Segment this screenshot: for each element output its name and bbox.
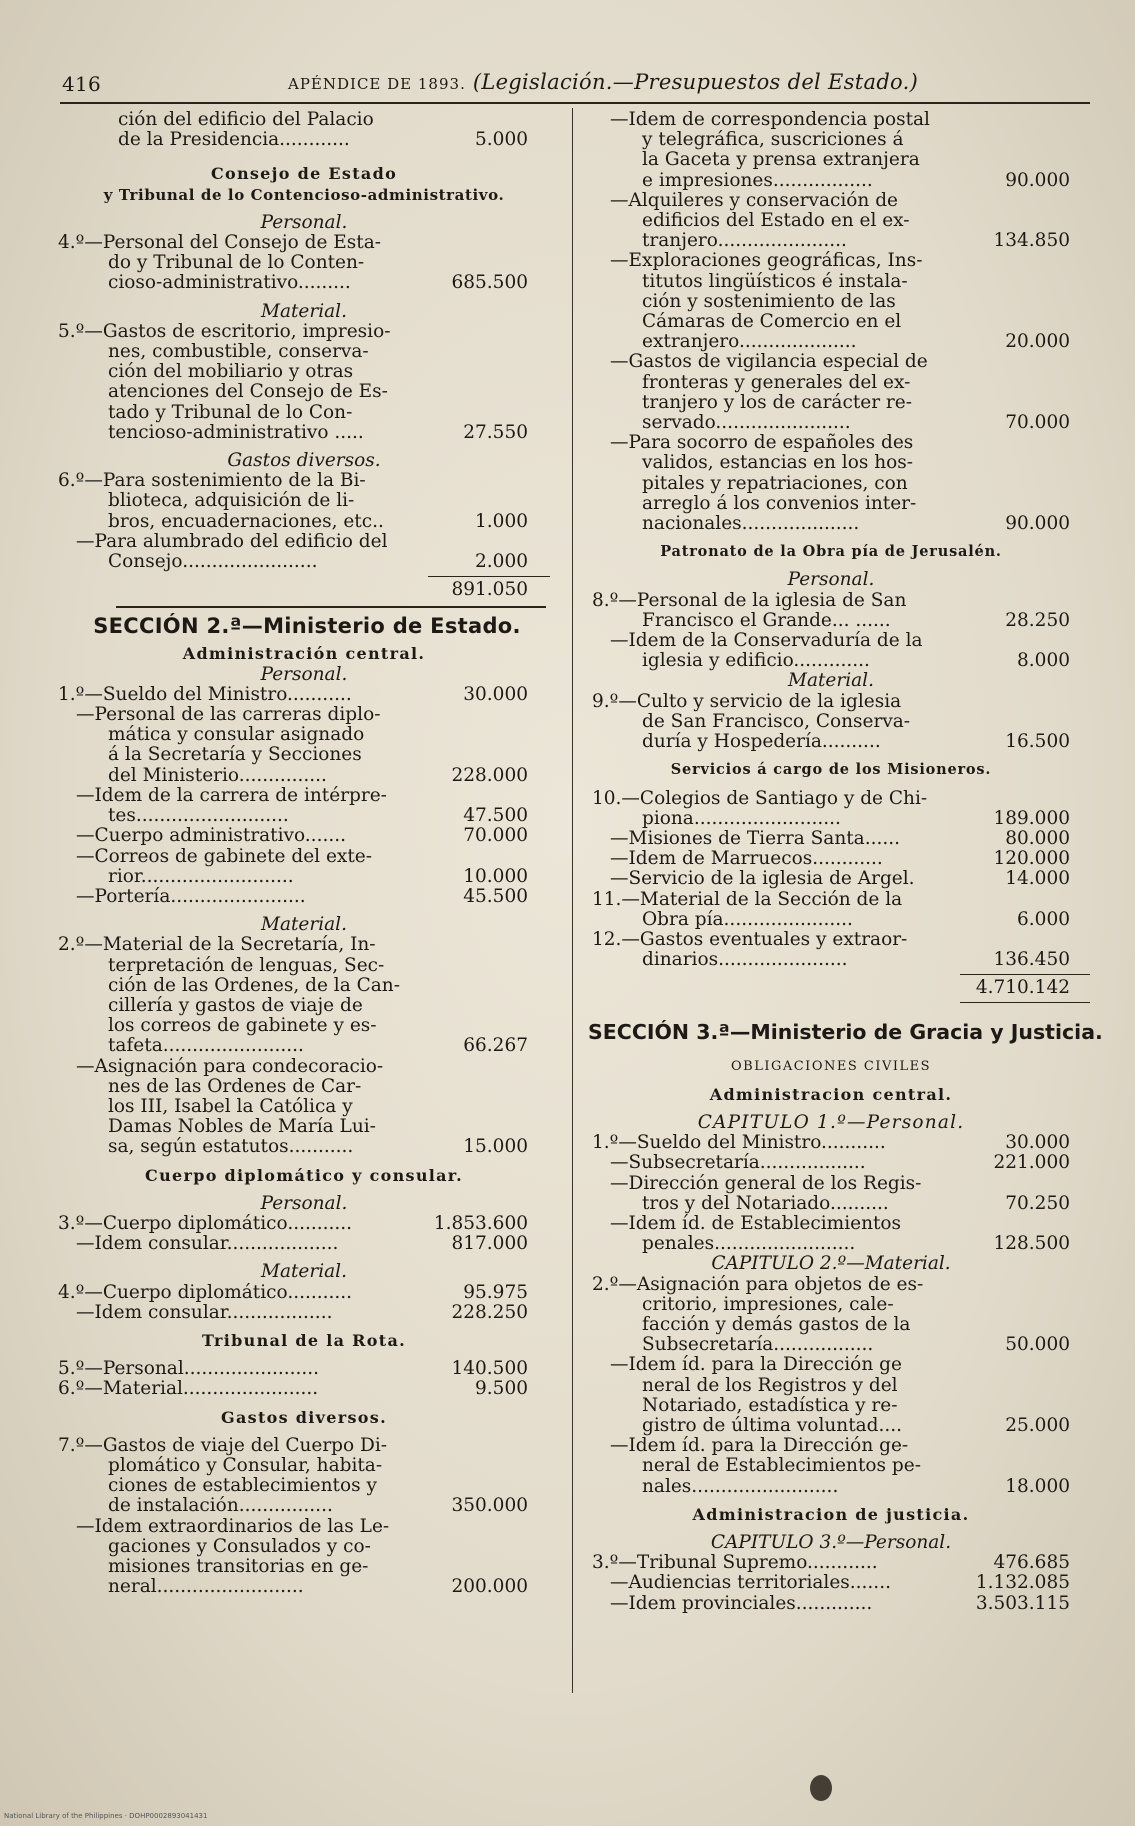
section-heading: Administración central. xyxy=(182,644,426,664)
entry-line: duría y Hospedería.......... 16.500 xyxy=(642,731,1070,753)
entry-line: ción de las Ordenes, de la Can- xyxy=(108,974,400,996)
entry-line: bros, encuadernaciones, etc.. 1.000 xyxy=(108,510,528,532)
section-heading: Consejo de Estado xyxy=(210,164,398,184)
entry-line: misiones transitorias en ge- xyxy=(108,1556,369,1577)
amount: 8.000 xyxy=(1017,650,1070,672)
entry-line: de San Francisco, Conserva- xyxy=(642,710,911,732)
entry-line: Consejo....................... 2.000 xyxy=(108,551,528,573)
section-heading: y Tribunal de lo Contencioso-administrativo. xyxy=(103,185,505,204)
amount: 685.500 xyxy=(451,272,528,294)
entry-line: neral......................... 200.000 xyxy=(108,1576,528,1598)
entry-line: 6.º—Para sostenimiento de la Bi- xyxy=(58,470,366,492)
section-heading: Administracion de justicia. xyxy=(692,1504,970,1524)
entry-line: nacionales.................... 90.000 xyxy=(642,513,1070,535)
entry-line: edificios del Estado en el ex- xyxy=(642,210,910,232)
amount: 476.685 xyxy=(993,1552,1070,1574)
section-heading: OBLIGACIONES CIVILES xyxy=(730,1058,932,1074)
entry-line: critorio, impresiones, cale- xyxy=(642,1293,894,1315)
entry-line: gaciones y Consulados y co- xyxy=(108,1535,371,1557)
header-rule xyxy=(60,102,1090,104)
entry-line: —Alquileres y conservación de xyxy=(610,189,898,211)
column-divider xyxy=(572,108,573,1693)
amount: 1.853.600 xyxy=(433,1212,528,1234)
subtotal-amount: 891.050 xyxy=(451,579,528,601)
page-number: 416 xyxy=(62,72,102,96)
chapter-heading: CAPITULO 3.º—Personal. xyxy=(710,1532,952,1553)
entry-line: piona......................... 189.000 xyxy=(642,807,1070,829)
entry-line: do y Tribunal de lo Conten- xyxy=(108,252,365,274)
entry-line: á la Secretaría y Secciones xyxy=(108,744,362,766)
entry-line: —Idem íd. para la Dirección ge- xyxy=(610,1435,909,1457)
subheading: Material. xyxy=(261,1261,347,1283)
entry-line: —Correos de gabinete del exte- xyxy=(76,845,372,867)
amount: 25.000 xyxy=(1005,1414,1070,1436)
subtotal xyxy=(592,970,1070,998)
amount: 200.000 xyxy=(451,1576,528,1598)
section-heading: Gastos diversos. xyxy=(221,1407,387,1427)
entry-line: iglesia y edificio............. 8.000 xyxy=(642,650,1070,672)
amount: 15.000 xyxy=(463,1136,528,1158)
entry-line: 3.º—Cuerpo diplomático........... 1.853.600 xyxy=(58,1212,528,1234)
amount: 27.550 xyxy=(463,421,528,443)
entry-line: Francisco el Grande... ...... 28.250 xyxy=(642,609,1070,631)
amount: 1.000 xyxy=(475,510,528,532)
section-heading: Patronato de la Obra pía de Jerusalén. xyxy=(660,543,1002,561)
amount: 20.000 xyxy=(1005,331,1070,353)
amount: 50.000 xyxy=(1005,1334,1070,1356)
entry-line: cioso-administrativo......... 685.500 xyxy=(108,272,528,294)
entry-line: ciones de establecimientos y xyxy=(108,1475,377,1497)
right-column xyxy=(588,109,1103,1614)
ink-stain xyxy=(810,1775,832,1801)
amount: 6.000 xyxy=(1017,908,1070,930)
subheading: Material. xyxy=(261,300,347,322)
entry-line: Notariado, estadística y re- xyxy=(642,1394,898,1416)
amount: 90.000 xyxy=(1005,513,1070,535)
amount: 18.000 xyxy=(1005,1475,1070,1497)
amount: 30.000 xyxy=(463,683,528,705)
entry-line: —Portería....................... 45.500 xyxy=(76,885,528,907)
entry-line: —Idem de correspondencia postal xyxy=(610,109,930,130)
entry-line: 1.º—Sueldo del Ministro........... 30.000 xyxy=(58,683,528,705)
entry-line: los III, Isabel la Católica y xyxy=(108,1095,353,1117)
amount: 1.132.085 xyxy=(975,1572,1070,1594)
entry-line: 2.º—Asignación para objetos de es- xyxy=(592,1273,924,1295)
entry-line: cillería y gastos de viaje de xyxy=(108,994,363,1016)
subheading: Personal. xyxy=(260,1192,348,1214)
section-title: SECCIÓN 2.ª—Ministerio de Estado. xyxy=(93,614,521,639)
amount: 5.000 xyxy=(475,129,528,151)
entry-line: 8.º—Personal de la iglesia de San xyxy=(592,589,907,611)
entry-line: facción y demás gastos de la xyxy=(642,1313,911,1335)
amount: 70.250 xyxy=(1005,1192,1070,1214)
entry-line: de instalación................ 350.000 xyxy=(108,1495,528,1517)
entry-line: 3.º—Tribunal Supremo............ 476.685 xyxy=(592,1552,1070,1574)
entry-line: —Servicio de la iglesia de Argel. 14.000 xyxy=(610,868,1070,890)
entry-line: —Subsecretaría.................. 221.000 xyxy=(610,1152,1070,1174)
amount: 30.000 xyxy=(1005,1132,1070,1154)
entry-line: plomático y Consular, habita- xyxy=(108,1454,383,1476)
entry-line: 9.º—Culto y servicio de la iglesia xyxy=(592,690,902,712)
entry-line: 1.º—Sueldo del Ministro........... 30.000 xyxy=(592,1132,1070,1154)
entry-line: dinarios...................... 136.450 xyxy=(642,949,1070,971)
amount: 14.000 xyxy=(1005,868,1070,890)
entry-line: ción y sostenimiento de las xyxy=(642,290,896,312)
amount: 134.850 xyxy=(993,230,1070,252)
entry-line: ción del edificio del Palacio xyxy=(118,109,374,130)
entry-line: neral de Establecimientos pe- xyxy=(642,1455,921,1477)
entry-line: terpretación de lenguas, Sec- xyxy=(108,954,385,976)
amount: 189.000 xyxy=(993,807,1070,829)
appendix-label: APÉNDICE DE 1893. xyxy=(288,75,466,93)
entry-line: y telegráfica, suscriciones á xyxy=(642,129,904,151)
entry-line: tencioso-administrativo ..... 27.550 xyxy=(108,421,528,443)
section-heading: Administracion central. xyxy=(709,1084,953,1104)
entry-line: tes.......................... 47.500 xyxy=(108,805,528,827)
entry-line: tafeta........................ 66.267 xyxy=(108,1035,528,1057)
entry-line: —Idem de la Conservaduría de la xyxy=(610,630,923,652)
amount: 120.000 xyxy=(993,848,1070,870)
entry-line: —Idem de Marruecos............ 120.000 xyxy=(610,848,1070,870)
left-column xyxy=(58,110,550,1597)
entry-line: 12.—Gastos eventuales y extraor- xyxy=(592,928,908,950)
amount: 95.975 xyxy=(463,1281,528,1303)
entry-line: 11.—Material de la Sección de la xyxy=(592,888,903,910)
entry-line: Cámaras de Comercio en el xyxy=(642,311,902,333)
entry-line: —Audiencias territoriales....... 1.132.085 xyxy=(610,1572,1070,1594)
amount: 140.500 xyxy=(451,1358,528,1380)
entry-line: penales........................ 128.500 xyxy=(642,1233,1070,1255)
section-heading: Tribunal de la Rota. xyxy=(202,1330,406,1350)
entry-line: la Gaceta y prensa extranjera xyxy=(642,149,920,171)
amount: 28.250 xyxy=(1005,609,1070,631)
amount: 45.500 xyxy=(463,885,528,907)
section-title: SECCIÓN 3.ª—Ministerio de Gracia y Justicia. xyxy=(588,1020,1103,1045)
amount: 128.500 xyxy=(993,1233,1070,1255)
page-header xyxy=(52,66,1082,96)
chapter-heading: CAPITULO 2.º—Material. xyxy=(711,1253,951,1275)
entry-line: 5.º—Gastos de escritorio, impresio- xyxy=(58,320,391,342)
amount: 90.000 xyxy=(1005,169,1070,191)
entry-line: —Idem consular.................. 228.250 xyxy=(76,1301,528,1323)
amount: 9.500 xyxy=(475,1378,528,1400)
amount: 47.500 xyxy=(463,805,528,827)
entry-line: 2.º—Material de la Secretaría, In- xyxy=(58,934,376,956)
subheading: Material. xyxy=(261,914,347,936)
entry-line: —Dirección general de los Regis- xyxy=(610,1172,922,1194)
entry-line: Obra pía...................... 6.000 xyxy=(642,908,1070,930)
subheading: Personal. xyxy=(787,569,875,591)
entry-line: los correos de gabinete y es- xyxy=(108,1015,377,1037)
subtotal-amount: 4.710.142 xyxy=(975,977,1070,999)
subheading: Personal. xyxy=(260,663,348,685)
amount: 228.250 xyxy=(451,1301,528,1323)
entry-line: titutos lingüísticos é instala- xyxy=(642,270,908,292)
entry-line: —Idem consular................... 817.000 xyxy=(76,1233,528,1255)
entry-line: —Exploraciones geográficas, Ins- xyxy=(610,250,923,272)
entry-line: extranjero.................... 20.000 xyxy=(642,331,1070,353)
amount: 80.000 xyxy=(1005,827,1070,849)
entry-line: Damas Nobles de María Lui- xyxy=(108,1116,376,1138)
entry-line: gistro de última voluntad.... 25.000 xyxy=(642,1414,1070,1436)
entry-line: tado y Tribunal de lo Con- xyxy=(108,401,353,423)
entry-line: fronteras y generales del ex- xyxy=(642,371,911,393)
amount: 16.500 xyxy=(1005,731,1070,753)
amount: 228.000 xyxy=(451,764,528,786)
entry-line: nales......................... 18.000 xyxy=(642,1475,1070,1497)
entry-line: 6.º—Material....................... 9.500 xyxy=(58,1378,528,1400)
amount: 2.000 xyxy=(475,551,528,573)
entry-line: neral de los Registros y del xyxy=(642,1374,898,1396)
entry-line: —Para alumbrado del edificio del xyxy=(76,530,388,552)
section-heading: Servicios á cargo de los Misioneros. xyxy=(670,761,992,779)
entry-line: servado....................... 70.000 xyxy=(642,412,1070,434)
amount: 221.000 xyxy=(993,1152,1070,1174)
entry-line: mática y consular asignado xyxy=(108,724,365,746)
entry-line: rior.......................... 10.000 xyxy=(108,865,528,887)
amount: 136.450 xyxy=(993,949,1070,971)
entry-line: nes, combustible, conserva- xyxy=(108,341,369,363)
entry-line: —Misiones de Tierra Santa...... 80.000 xyxy=(610,827,1070,849)
subtotal xyxy=(58,572,550,600)
entry-line: 10.—Colegios de Santiago y de Chi- xyxy=(592,787,928,809)
entry-line: —Personal de las carreras diplo- xyxy=(76,704,381,726)
subheading: Gastos diversos. xyxy=(227,450,381,472)
amount: 70.000 xyxy=(1005,412,1070,434)
entry-line: —Gastos de vigilancia especial de xyxy=(610,351,928,373)
subheading: Personal. xyxy=(260,211,348,233)
amount: 350.000 xyxy=(451,1495,528,1517)
chapter-heading: CAPITULO 1.º—Personal. xyxy=(697,1111,965,1133)
entry-line: tranjero...................... 134.850 xyxy=(642,230,1070,252)
amount: 70.000 xyxy=(463,825,528,847)
entry-line: —Idem íd. de Establecimientos xyxy=(610,1212,902,1234)
entry-line: —Idem provinciales............. 3.503.115 xyxy=(610,1592,1070,1614)
running-subtitle: (Legislación.—Presupuestos del Estado.) xyxy=(472,70,919,94)
entry-line: 4.º—Personal del Consejo de Esta- xyxy=(58,232,382,254)
scan-footer-note: National Library of the Philippines · DOHP0002893041431 xyxy=(4,1812,208,1820)
amount: 3.503.115 xyxy=(975,1592,1070,1614)
entry-line: —Idem de la carrera de intérpre- xyxy=(76,784,387,806)
entry-line: arreglo á los convenios inter- xyxy=(642,492,917,514)
amount: 66.267 xyxy=(463,1035,528,1057)
entry-line: 4.º—Cuerpo diplomático........... 95.975 xyxy=(58,1281,528,1303)
entry-line: Subsecretaría................. 50.000 xyxy=(642,1334,1070,1356)
entry-line: 5.º—Personal....................... 140.500 xyxy=(58,1358,528,1380)
section-heading: Cuerpo diplomático y consular. xyxy=(145,1165,463,1185)
amount: 10.000 xyxy=(463,865,528,887)
amount: 817.000 xyxy=(451,1233,528,1255)
entry-line: del Ministerio............... 228.000 xyxy=(108,764,528,786)
entry-line: tros y del Notariado.......... 70.250 xyxy=(642,1192,1070,1214)
entry-line: —Para socorro de españoles des xyxy=(610,432,914,454)
running-title xyxy=(288,70,918,94)
entry-line: —Asignación para condecoracio- xyxy=(76,1055,384,1077)
entry-line: —Cuerpo administrativo....... 70.000 xyxy=(76,825,528,847)
entry-line: —Idem íd. para la Dirección ge xyxy=(610,1354,902,1376)
entry-line: e impresiones................. 90.000 xyxy=(642,169,1070,191)
entry-line: ción del mobiliario y otras xyxy=(108,361,354,383)
entry-line: sa, según estatutos........... 15.000 xyxy=(108,1136,528,1158)
entry-line: tranjero y los de carácter re- xyxy=(642,391,912,413)
entry-line: validos, estancias en los hos- xyxy=(642,452,914,474)
subheading: Material. xyxy=(788,670,874,692)
entry-line: pitales y repatriaciones, con xyxy=(642,472,908,494)
entry-line: nes de las Ordenes de Car- xyxy=(108,1075,362,1097)
entry-line: 7.º—Gastos de viaje del Cuerpo Di- xyxy=(58,1434,388,1456)
entry-line: de la Presidencia............ 5.000 xyxy=(118,129,528,151)
entry-line: atenciones del Consejo de Es- xyxy=(108,381,388,403)
entry-line: blioteca, adquisición de li- xyxy=(108,490,355,512)
entry-line: —Idem extraordinarios de las Le- xyxy=(76,1515,390,1537)
